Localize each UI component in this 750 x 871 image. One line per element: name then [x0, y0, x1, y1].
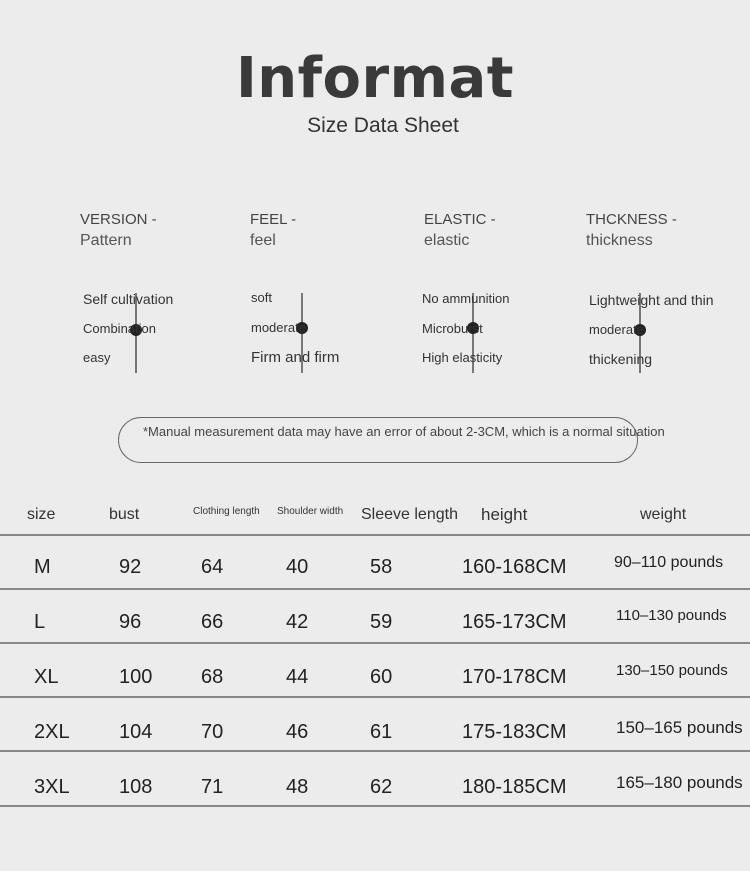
header-height: height [481, 505, 528, 524]
page-title: Informat [235, 46, 515, 111]
page-subtitle: Size Data Sheet [307, 114, 459, 137]
attribute-version [80, 210, 157, 252]
header-bust: bust [109, 506, 140, 523]
cell-weight: 150–165 pounds [616, 718, 743, 737]
header-shoulder-width: Shoulder width [277, 506, 344, 517]
scale-option: easy [83, 350, 111, 365]
cell-shoulder: 44 [286, 666, 309, 688]
cell-shoulder: 48 [286, 776, 309, 798]
cell-shoulder: 46 [286, 721, 309, 743]
cell-bust: 100 [119, 666, 153, 688]
cell-height: 165-173CM [462, 611, 567, 633]
attribute-thickness [586, 210, 677, 252]
cell-bust: 104 [119, 721, 153, 743]
attribute-heading: THCKNESS - [586, 211, 677, 228]
scale-option: soft [251, 290, 272, 305]
thickness-scale [589, 288, 750, 378]
cell-size: 3XL [34, 776, 70, 798]
scale-option: Microburst [422, 321, 483, 336]
cell-height: 180-185CM [462, 776, 567, 798]
elastic-scale [422, 288, 592, 378]
cell-size: M [34, 556, 51, 578]
cell-size: 2XL [34, 721, 70, 743]
scale-option: moderate [589, 322, 644, 337]
cell-sleeve: 60 [370, 666, 393, 688]
scale-option: Lightweight and thin [589, 292, 714, 308]
attribute-subheading: thickness [586, 232, 653, 249]
measurement-note-text: *Manual measurement data may have an error of about 2-3CM, which is a normal situation [143, 424, 665, 439]
table-rule [0, 805, 750, 807]
scale-option: thickening [589, 351, 653, 367]
cell-height: 175-183CM [462, 721, 567, 743]
attribute-subheading: elastic [424, 232, 470, 249]
cell-weight: 165–180 pounds [616, 773, 743, 792]
attribute-heading: FEEL - [250, 211, 297, 228]
cell-size: L [34, 611, 46, 633]
attribute-elastic [424, 210, 496, 252]
version-scale [83, 288, 253, 378]
table-rule [0, 696, 750, 698]
table-rule [0, 750, 750, 752]
attribute-heading: ELASTIC - [424, 211, 496, 228]
table-rule [0, 534, 750, 536]
header-clothing-length: Clothing length [193, 506, 260, 517]
attribute-heading: VERSION - [80, 211, 157, 228]
header-sleeve-length: Sleeve length [361, 506, 458, 523]
measurement-note [118, 417, 665, 463]
cell-length: 66 [201, 611, 224, 633]
cell-length: 70 [201, 721, 224, 743]
table-rule [0, 588, 750, 590]
feel-scale [251, 288, 421, 378]
cell-length: 68 [201, 666, 224, 688]
attribute-feel [250, 210, 296, 252]
cell-height: 160-168CM [462, 556, 567, 578]
cell-bust: 108 [119, 776, 153, 798]
scale-option: High elasticity [422, 350, 503, 365]
header-weight: weight [640, 506, 687, 523]
cell-sleeve: 61 [370, 721, 393, 743]
attribute-subheading: Pattern [80, 232, 132, 249]
cell-bust: 92 [119, 556, 142, 578]
cell-size: XL [34, 666, 59, 688]
cell-shoulder: 40 [286, 556, 309, 578]
cell-length: 71 [201, 776, 224, 798]
scale-option: Self cultivation [83, 291, 174, 307]
table-rule [0, 642, 750, 644]
cell-length: 64 [201, 556, 224, 578]
cell-sleeve: 58 [370, 556, 393, 578]
header-size: size [27, 506, 56, 523]
cell-sleeve: 59 [370, 611, 393, 633]
cell-bust: 96 [119, 611, 142, 633]
scale-option: moderate [251, 320, 306, 335]
cell-weight: 110–130 pounds [616, 607, 727, 624]
scale-option: Firm and firm [251, 349, 340, 366]
scale-option: Combination [83, 321, 156, 336]
cell-weight: 90–110 pounds [614, 554, 724, 571]
scale-option: No ammunition [422, 291, 510, 306]
cell-weight: 130–150 pounds [616, 662, 728, 679]
cell-height: 170-178CM [462, 666, 567, 688]
attribute-subheading: feel [250, 232, 276, 249]
cell-sleeve: 62 [370, 776, 393, 798]
cell-shoulder: 42 [286, 611, 309, 633]
